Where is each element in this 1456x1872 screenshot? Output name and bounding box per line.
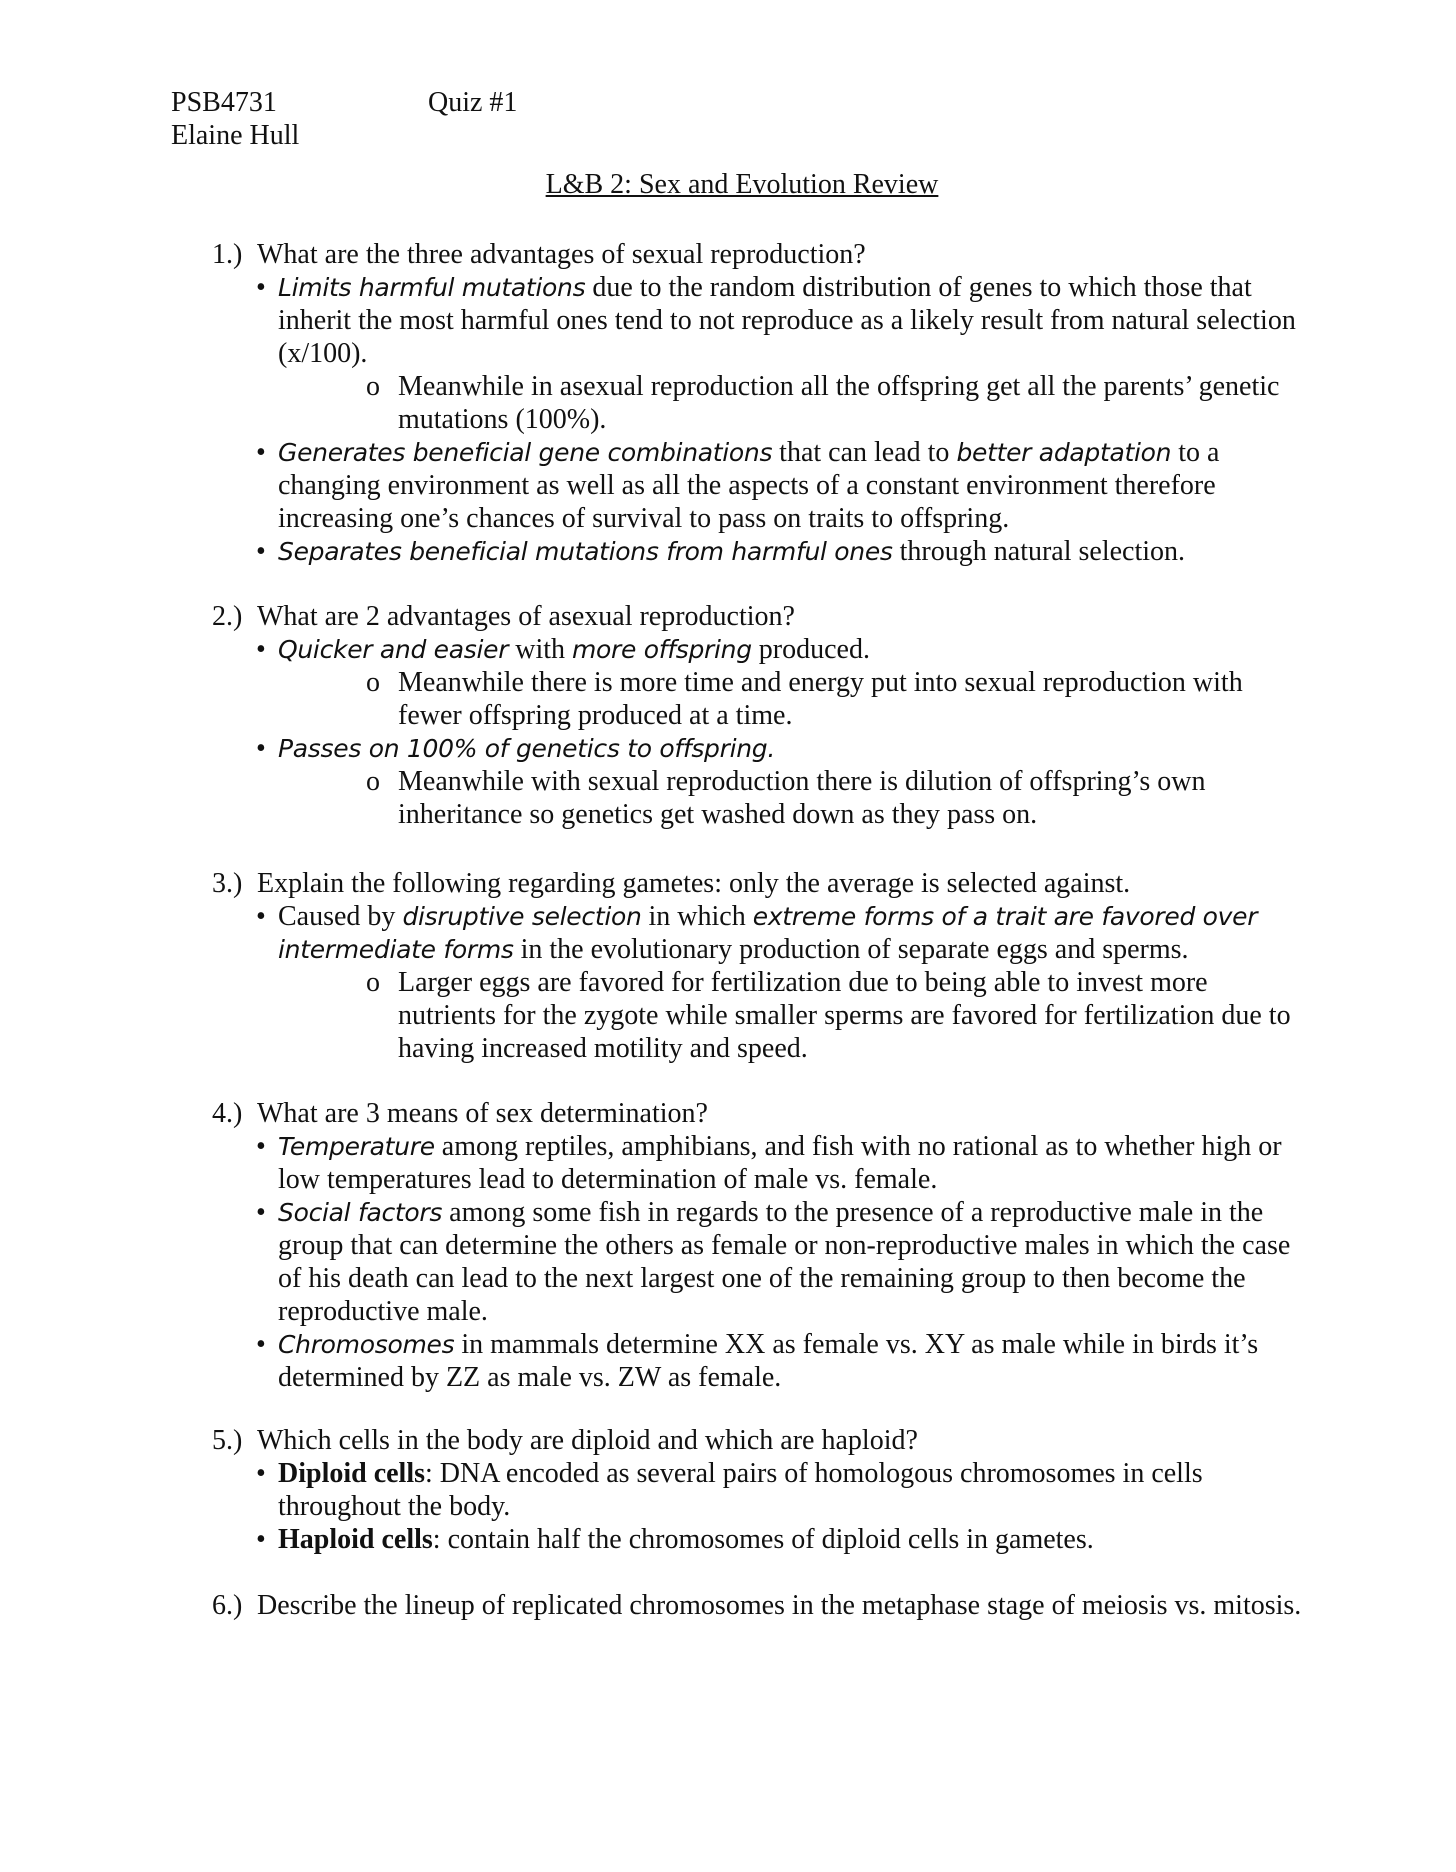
- course-code: PSB4731: [171, 87, 277, 118]
- question-number: 5.): [212, 1425, 243, 1456]
- text-run: in which: [641, 901, 753, 932]
- sub-text: Meanwhile in asexual reproduction all the offspring get all the parents’ genetic mutations (100%).: [398, 371, 1280, 435]
- question-1: [212, 238, 1312, 568]
- question-number: 6.): [212, 1590, 243, 1621]
- answer-text: [278, 1197, 1290, 1327]
- circle-bullet-icon: o: [366, 766, 380, 797]
- answer-text: [278, 733, 775, 764]
- italic-term: Temperature: [278, 1132, 435, 1161]
- sub-list: [278, 966, 1312, 1065]
- question-text: What are the three advantages of sexual reproduction?: [257, 239, 866, 270]
- italic-term: disruptive selection: [402, 902, 642, 931]
- circle-bullet-icon: o: [366, 667, 380, 698]
- bullet-icon: •: [256, 901, 266, 932]
- answer-bullet: [212, 1130, 1312, 1196]
- answer-list: [212, 1457, 1312, 1556]
- answer-text: [278, 1524, 1094, 1555]
- question-number: 3.): [212, 868, 243, 899]
- answer-bullet: [212, 1196, 1312, 1328]
- sub-text: Meanwhile there is more time and energy put into sexual reproduction with fewer offspring produced at a time.: [398, 667, 1243, 731]
- italic-term: Chromosomes: [278, 1330, 455, 1359]
- question-6: [212, 1589, 1312, 1622]
- bullet-icon: •: [256, 1131, 266, 1162]
- text-run: among some fish in regards to the presence of a reproductive male in the group that can determine the others as female or non-reproductive males in which the case of his death can lead to the next largest one of the remaining group to then become the reproductive male.: [278, 1197, 1291, 1327]
- sub-text: Meanwhile with sexual reproduction there is dilution of offspring’s own inheritance so genetics get washed down as they pass on.: [398, 766, 1206, 830]
- bullet-icon: •: [256, 272, 266, 303]
- sub-list: [278, 765, 1312, 831]
- sub-bullet: [278, 370, 1312, 436]
- question-text: What are 3 means of sex determination?: [257, 1098, 708, 1129]
- bold-term: Diploid cells: [278, 1458, 426, 1489]
- sub-bullet: [278, 765, 1312, 831]
- italic-term: more offspring: [572, 635, 752, 664]
- quiz-label: Quiz #1: [428, 87, 518, 118]
- text-run: through natural selection.: [892, 536, 1186, 567]
- bold-term: Haploid cells: [278, 1524, 433, 1555]
- answer-bullet: [212, 1328, 1312, 1394]
- text-run: produced.: [751, 634, 870, 665]
- italic-term: Limits harmful mutations: [278, 273, 586, 302]
- text-run: Caused by: [278, 901, 403, 932]
- text-run: in the evolutionary production of separate eggs and sperms.: [513, 934, 1189, 965]
- question-text: Which cells in the body are diploid and which are haploid?: [257, 1425, 918, 1456]
- answer-bullet: [212, 436, 1312, 535]
- document-title-text: L&B 2: Sex and Evolution Review: [545, 169, 939, 200]
- answer-list: [212, 1130, 1312, 1394]
- text-run: with: [508, 634, 572, 665]
- document-title: [0, 168, 1456, 201]
- answer-list: [212, 271, 1312, 568]
- sub-bullet: [278, 966, 1312, 1065]
- answer-text: [278, 901, 1257, 965]
- question-5: [212, 1424, 1312, 1556]
- bullet-icon: •: [256, 536, 266, 567]
- text-run: : contain half the chromosomes of diploid cells in gametes.: [432, 1524, 1094, 1555]
- bullet-icon: •: [256, 634, 266, 665]
- question-4: [212, 1097, 1312, 1394]
- answer-bullet: [212, 900, 1312, 1065]
- answer-bullet: [212, 271, 1312, 436]
- italic-term: Generates beneficial gene combinations: [278, 438, 773, 467]
- text-run: that can lead to: [772, 437, 957, 468]
- sub-text: Larger eggs are favored for fertilization due to being able to invest more nutrients for the zygote while smaller sperms are favored for fertilization due to having increased motility and speed.: [398, 967, 1291, 1064]
- answer-text: [278, 272, 1296, 369]
- answer-list: [212, 633, 1312, 831]
- answer-bullet: [212, 535, 1312, 568]
- question-2: [212, 600, 1312, 831]
- sub-list: [278, 370, 1312, 436]
- answer-list: [212, 900, 1312, 1065]
- italic-term: better adaptation: [956, 438, 1172, 467]
- italic-term: Quicker and easier: [278, 635, 509, 664]
- question-number: 1.): [212, 239, 243, 270]
- text-run: to a changing environment as well as all the aspects of a constant environment therefore increasing one’s chances of survival to pass on traits to offspring.: [278, 437, 1220, 534]
- question-line: [212, 600, 1312, 633]
- text-run: in mammals determine XX as female vs. XY as male while in birds it’s determined by ZZ as male vs. ZW as female.: [278, 1329, 1259, 1393]
- question-text: What are 2 advantages of asexual reproduction?: [257, 601, 795, 632]
- italic-term: Passes on 100% of genetics to offspring.: [278, 734, 776, 763]
- bullet-icon: •: [256, 1458, 266, 1489]
- question-number: 2.): [212, 601, 243, 632]
- author-name: Elaine Hull: [171, 120, 300, 151]
- italic-term: extreme forms of a trait are favored over intermediate forms: [278, 902, 1258, 964]
- answer-bullet: [212, 633, 1312, 732]
- italic-term: Separates beneficial mutations from harmful ones: [278, 537, 893, 566]
- bullet-icon: •: [256, 1524, 266, 1555]
- question-line: [212, 1589, 1312, 1622]
- bullet-icon: •: [256, 733, 266, 764]
- answer-text: [278, 634, 870, 665]
- answer-bullet: [212, 1457, 1312, 1523]
- question-3: [212, 867, 1312, 1065]
- bullet-icon: •: [256, 1329, 266, 1360]
- text-run: among reptiles, amphibians, and fish with no rational as to whether high or low temperatures lead to determination of male vs. female.: [278, 1131, 1282, 1195]
- answer-text: [278, 536, 1185, 567]
- question-line: [212, 1097, 1312, 1130]
- answer-text: [278, 1329, 1258, 1393]
- answer-text: [278, 1131, 1282, 1195]
- question-text: Explain the following regarding gametes: only the average is selected against.: [257, 868, 1131, 899]
- sub-list: [278, 666, 1312, 732]
- circle-bullet-icon: o: [366, 371, 380, 402]
- answer-bullet: [212, 732, 1312, 831]
- bullet-icon: •: [256, 1197, 266, 1228]
- answer-text: [278, 437, 1219, 534]
- circle-bullet-icon: o: [366, 967, 380, 998]
- question-text: Describe the lineup of replicated chromosomes in the metaphase stage of meiosis vs. mitosis.: [257, 1590, 1302, 1621]
- answer-bullet: [212, 1523, 1312, 1556]
- question-number: 4.): [212, 1098, 243, 1129]
- question-line: [212, 238, 1312, 271]
- text-run: : DNA encoded as several pairs of homologous chromosomes in cells throughout the body.: [278, 1458, 1203, 1522]
- italic-term: Social factors: [278, 1198, 443, 1227]
- question-line: [212, 867, 1312, 900]
- answer-text: [278, 1458, 1203, 1522]
- sub-bullet: [278, 666, 1312, 732]
- bullet-icon: •: [256, 437, 266, 468]
- question-line: [212, 1424, 1312, 1457]
- text-run: due to the random distribution of genes to which those that inherit the most harmful ones tend to not reproduce as a likely result from natural selection (x/100).: [278, 272, 1296, 369]
